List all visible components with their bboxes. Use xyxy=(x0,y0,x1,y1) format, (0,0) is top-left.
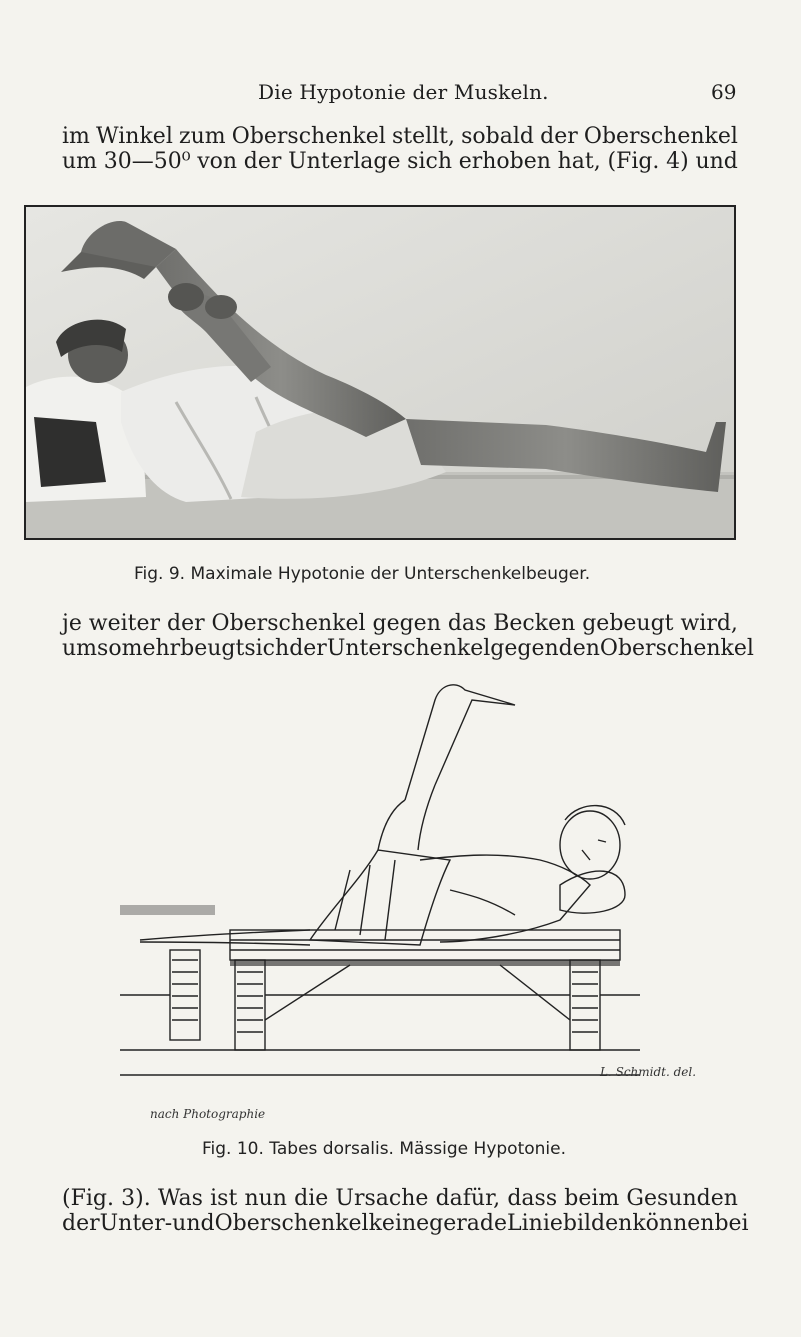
word: der xyxy=(243,149,282,174)
word: das xyxy=(447,611,487,636)
word: Becken xyxy=(493,611,576,636)
word: wird, xyxy=(680,611,738,636)
paragraph-top xyxy=(62,124,738,174)
word: zum xyxy=(179,124,226,149)
word: Unter- xyxy=(99,1211,173,1236)
word: keine xyxy=(368,1211,430,1236)
word: beim xyxy=(564,1186,620,1211)
text-line xyxy=(62,1211,749,1236)
word: um xyxy=(62,149,98,174)
word: die xyxy=(294,1186,329,1211)
word: gerade xyxy=(429,1211,508,1236)
word: Winkel xyxy=(96,124,173,149)
figure-10-drawing xyxy=(120,660,640,1080)
photo-credit-note: nach Photographie xyxy=(150,1107,266,1121)
figure-9-caption: Fig. 9. Maximale Hypotonie der Unterschenkelbeuger. xyxy=(134,564,591,584)
text-line xyxy=(62,611,738,636)
word: Unterschenkel xyxy=(326,636,491,661)
word: dass xyxy=(507,1186,558,1211)
word: (Fig. xyxy=(607,149,660,174)
word: von xyxy=(197,149,238,174)
word: stellt, xyxy=(391,124,455,149)
word: der xyxy=(289,636,327,661)
text-line xyxy=(62,149,738,174)
word: und xyxy=(695,149,738,174)
word: Was xyxy=(157,1186,203,1211)
word: gebeugt xyxy=(582,611,674,636)
word: so xyxy=(97,636,122,661)
page-number: 69 xyxy=(711,80,737,104)
word: hat, xyxy=(557,149,601,174)
word: der xyxy=(166,611,205,636)
word: sobald xyxy=(461,124,534,149)
word: nun xyxy=(244,1186,287,1211)
text-line xyxy=(62,124,738,149)
word: Oberschenkel xyxy=(211,611,366,636)
word: Oberschenkel xyxy=(599,636,754,661)
figure-10-caption: Fig. 10. Tabes dorsalis. Mässige Hypotonie. xyxy=(202,1139,567,1159)
word: (Fig. xyxy=(62,1186,114,1211)
word: 30—50⁰ xyxy=(103,149,191,174)
figure-9-photo xyxy=(24,205,736,540)
word: der xyxy=(62,1211,100,1236)
word: beugt xyxy=(180,636,245,661)
word: 3). xyxy=(121,1186,151,1211)
running-head-title: Die Hypotonie der Muskeln. xyxy=(258,80,549,104)
word: ist xyxy=(210,1186,238,1211)
word: der xyxy=(540,124,578,149)
word: je xyxy=(62,611,82,636)
word: Linie xyxy=(507,1211,563,1236)
word: mehr xyxy=(121,636,181,661)
word: und xyxy=(172,1211,215,1236)
word: Gesunden xyxy=(626,1186,738,1211)
paragraph-bottom xyxy=(62,1186,749,1236)
word: gegen xyxy=(490,636,559,661)
text-line xyxy=(62,636,754,661)
word: Oberschenkel xyxy=(583,124,738,149)
word: um xyxy=(62,636,98,661)
word: Unterlage xyxy=(288,149,401,174)
photo-patient-leg-raised-icon xyxy=(26,207,734,538)
word: können xyxy=(632,1211,715,1236)
running-head xyxy=(0,80,801,110)
word: dafür, xyxy=(435,1186,501,1211)
paragraph-middle xyxy=(62,611,754,661)
word: erhoben xyxy=(458,149,551,174)
word: 4) xyxy=(666,149,689,174)
word: bilden xyxy=(562,1211,633,1236)
word: Ursache xyxy=(335,1186,429,1211)
word: Oberschenkel xyxy=(231,124,386,149)
word: sich xyxy=(244,636,290,661)
text-line xyxy=(62,1186,738,1211)
word: Oberschenkel xyxy=(214,1211,369,1236)
word: bei xyxy=(714,1211,749,1236)
word: im xyxy=(62,124,90,149)
word: gegen xyxy=(372,611,441,636)
illustrator-signature: L. Schmidt. del. xyxy=(600,1065,697,1079)
word: sich xyxy=(407,149,452,174)
word: den xyxy=(558,636,600,661)
drawing-patient-on-bench-icon xyxy=(120,660,640,1080)
word: weiter xyxy=(88,611,161,636)
